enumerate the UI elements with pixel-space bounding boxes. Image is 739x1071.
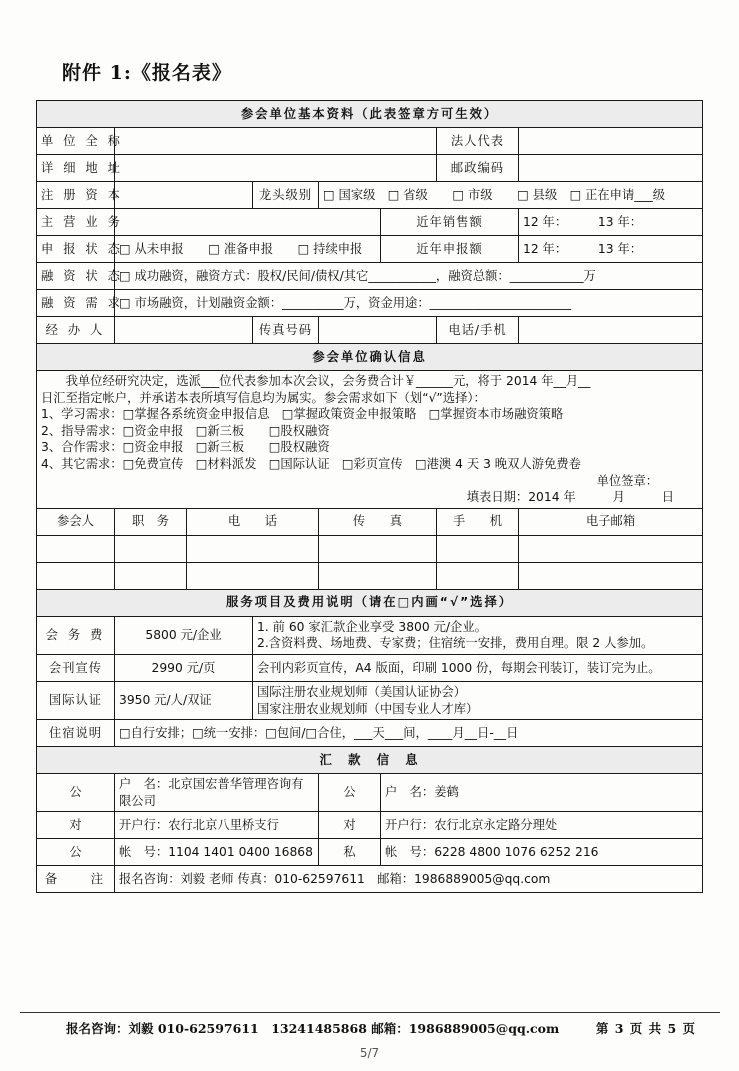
lodging-value[interactable]: □自行安排；□统一安排：□包间/□合住，___天___间，____月__日-__日 [115,720,703,747]
note-value: 报名咨询：刘毅 老师 传真：010-62597611 邮箱：1986889005@qq.com [115,866,703,893]
attendee-r2-phone[interactable] [187,562,319,589]
address-value[interactable] [115,155,437,182]
recent-apply-label: 近年申报额 [381,236,519,263]
legal-rep-value[interactable] [519,128,703,155]
section1-band: 参会单位基本资料（此表签章方可生效） [37,101,703,128]
attendee-r2-email[interactable] [519,562,703,589]
need-item-3[interactable]: 3、合作需求：□资金申报 □新三板 □股权融资 [41,440,330,455]
footer-divider [20,1012,720,1013]
section2-band-row [37,344,703,371]
fee-label-journal: 会刊宣传 [37,654,115,681]
attendee-header-phone: 电 话 [187,508,319,535]
row-operator [37,317,703,344]
private-number [381,839,703,866]
apply-status-options[interactable]: □ 从未申报 □ 准备申报 □ 持续申报 [115,236,381,263]
note-label: 备 注 [37,866,115,893]
attendee-header-row [37,508,703,535]
fee-row-certification [37,681,703,719]
remittance-bank-row [37,812,703,839]
address-label: 详 细 地 址 [37,155,115,182]
private-account-name [381,774,703,812]
private-account-marker-2: 对 [319,812,381,839]
confirm-paragraph-2: 日汇至指定帐户，并承诺本表所填写信息均为属实。参会需求如下（划“√”选择）： [41,390,486,405]
capital-label: 注 册 资 本 [37,182,115,209]
private-account-marker-3: 私 [319,839,381,866]
page-title: 附件 1:《报名表》 [62,62,232,84]
footer-contact: 报名咨询：刘毅 010-62597611 13241485868 邮箱：1986889005@qq.com [66,1021,560,1036]
remittance-note-row [37,866,703,893]
need-item-2[interactable]: 2、指导需求：□资金申报 □新三板 □股权融资 [41,423,330,438]
fee-desc-conference-line2: 2.含资料费、场地费、专家费；住宿统一安排，费用自理。限 2 人参加。 [257,636,654,651]
attendee-header-mobile: 手 机 [437,508,519,535]
attendee-r1-phone[interactable] [187,535,319,562]
private-bank-value: 农行北京永定路分理处 [434,818,558,833]
date-line: 填表日期：2014 年 月 日 [466,490,675,505]
fee-label-conference: 会 务 费 [37,616,115,654]
row-apply-status [37,236,703,263]
section1-band-row [37,101,703,128]
row-capital [37,182,703,209]
section2-band: 参会单位确认信息 [37,344,703,371]
attendee-r1-email[interactable] [519,535,703,562]
fee-price-certification: 3950 元/人/双证 [115,681,253,719]
page-marker: 5/7 [359,1046,380,1060]
private-account-name-label: 户 名： [385,785,435,800]
remittance-band: 汇 款 信 息 [37,747,703,774]
unit-name-value[interactable] [115,128,437,155]
attendee-header-fax: 传 真 [319,508,437,535]
attendee-header-name: 参会人 [37,508,115,535]
capital-value[interactable] [115,182,253,209]
fax-value[interactable] [319,317,437,344]
need-item-4[interactable]: 4、其它需求：□免费宣传 □材料派发 □国际认证 □彩页宣传 □港澳 4 天 3 晚双人游免费卷 [41,456,581,471]
public-account-marker-1: 公 [37,774,115,812]
public-number [115,839,319,866]
fee-desc-certification [253,681,703,719]
apply-status-label: 申 报 状 态 [37,236,115,263]
fee-label-certification: 国际认证 [37,681,115,719]
attendee-r2-title[interactable] [115,562,187,589]
operator-label: 经 办 人 [37,317,115,344]
private-bank [381,812,703,839]
public-bank-label: 开户行： [119,818,169,833]
main-business-label: 主 营 业 务 [37,209,115,236]
fee-desc-certification-line2: 国家注册农业规划师（中国专业人才库） [257,701,479,716]
private-number-value: 6228 4800 1076 6252 216 [434,845,599,860]
recent-sales-label: 近年销售额 [381,209,519,236]
phone-value[interactable] [519,317,703,344]
public-account-name [115,774,319,812]
postcode-value[interactable] [519,155,703,182]
private-account-marker-1: 公 [319,774,381,812]
attendee-header-email: 电子邮箱 [519,508,703,535]
table-row [37,562,703,589]
leader-level-label: 龙头级别 [253,182,319,209]
unit-name-label: 单 位 全 称 [37,128,115,155]
attendee-r1-fax[interactable] [319,535,437,562]
section3-band: 服务项目及费用说明（请在□内画“√”选择） [37,589,703,616]
public-account-name-label: 户 名： [119,777,169,792]
table-row [37,535,703,562]
remittance-name-row [37,774,703,812]
fee-price-conference: 5800 元/企业 [115,616,253,654]
registration-form-table [36,100,703,893]
fee-price-journal: 2990 元/页 [115,654,253,681]
fee-desc-conference-line1: 1. 前 60 家汇款企业享受 3800 元/企业。 [257,619,487,634]
finance-status-label: 融 资 状 态 [37,263,115,290]
remittance-number-row [37,839,703,866]
section2-body-row [37,371,703,509]
remittance-band-row [37,747,703,774]
footer-page-number: 第 3 页 共 5 页 [595,1021,696,1036]
private-number-label: 帐 号： [385,845,435,860]
lodging-row [37,720,703,747]
public-number-value: 1104 1401 0400 16868 [168,845,313,860]
fee-desc-certification-line1: 国际注册农业规划师（美国认证协会） [257,684,467,699]
attendee-r1-name[interactable] [37,535,115,562]
public-account-name-value: 北京国宏普华管理咨询有限公司 [119,777,304,808]
postcode-label: 邮政编码 [437,155,519,182]
section3-band-row [37,589,703,616]
public-account-marker-3: 公 [37,839,115,866]
row-address [37,155,703,182]
main-business-value[interactable] [115,209,381,236]
public-bank-value: 农行北京八里桥支行 [168,818,279,833]
leader-level-options[interactable]: □ 国家级 □ 省级 □ 市级 □ 县级 □ 正在申请___级 [319,182,703,209]
finance-status-value[interactable]: □ 成功融资，融资方式：股权/民间/债权/其它___________，融资总额：____________万 [115,263,703,290]
fee-row-journal [37,654,703,681]
attendee-r1-title[interactable] [115,535,187,562]
public-account-marker-2: 对 [37,812,115,839]
recent-apply-value[interactable]: 12 年： 13 年： [519,236,703,263]
need-item-1[interactable]: 1、学习需求：□掌握各系统资金申报信息 □掌握政策资金申报策略 □掌握资本市场融资策略 [41,407,564,422]
attendee-r2-name[interactable] [37,562,115,589]
confirm-paragraph-1: 我单位经研究决定，选派___位代表参加本次会议，会务费合计￥______元，将于 2014 年__月__ [65,374,591,388]
fee-desc-journal: 会刊内彩页宣传，A4 版面，印刷 1000 份，每期会刊装订，装订完为止。 [253,654,703,681]
attendee-header-title: 职 务 [115,508,187,535]
attendee-r1-mobile[interactable] [437,535,519,562]
public-number-label: 帐 号： [119,845,169,860]
finance-need-value[interactable]: □ 市场融资，计划融资金额：__________万，资金用途：_______________________ [115,290,703,317]
legal-rep-label: 法人代表 [437,128,519,155]
lodging-label: 住宿说明 [37,720,115,747]
row-finance-need [37,290,703,317]
attendee-r2-fax[interactable] [319,562,437,589]
public-bank [115,812,319,839]
fee-desc-conference [253,616,703,654]
finance-need-label: 融 资 需 求 [37,290,115,317]
recent-sales-value[interactable]: 12 年： 13 年： [519,209,703,236]
operator-value[interactable] [115,317,253,344]
row-main-business [37,209,703,236]
seal-line: 单位签章： [596,473,659,488]
fee-row-conference [37,616,703,654]
attendee-r2-mobile[interactable] [437,562,519,589]
private-bank-label: 开户行： [385,818,435,833]
private-account-name-value: 姜鹤 [434,785,459,800]
section2-body [37,371,703,509]
row-unit-name [37,128,703,155]
fax-label: 传真号码 [253,317,319,344]
phone-label: 电话/手机 [437,317,519,344]
row-finance-status [37,263,703,290]
